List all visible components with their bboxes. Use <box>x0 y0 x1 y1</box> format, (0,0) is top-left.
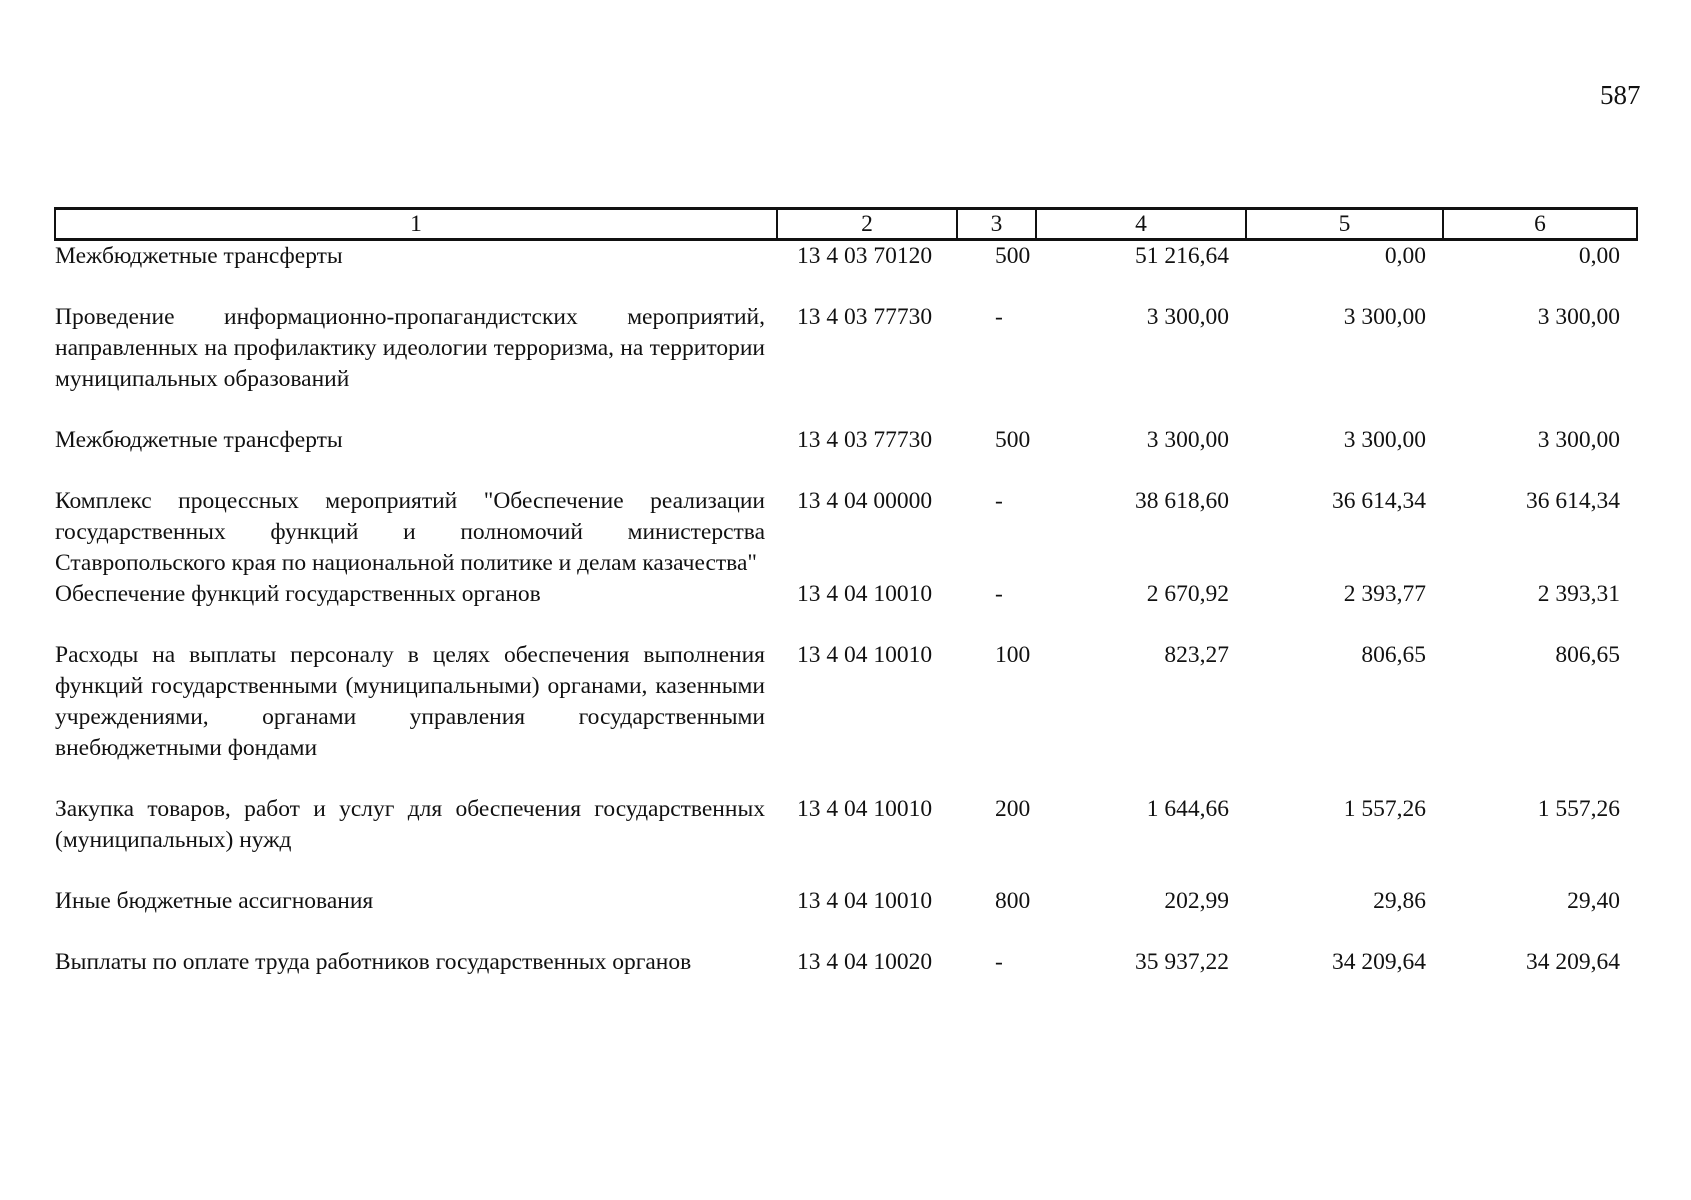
amount-col4: 202,99 <box>1164 888 1229 914</box>
program-code: 13 4 04 10010 <box>797 796 933 822</box>
amount-col4: 3 300,00 <box>1146 304 1229 330</box>
column-header: 6 <box>1443 209 1637 240</box>
amount-col4: 2 670,92 <box>1146 581 1229 607</box>
amount-col6: 0,00 <box>1578 243 1620 269</box>
program-code: 13 4 04 10010 <box>797 642 933 668</box>
column-header: 3 <box>957 209 1036 240</box>
amount-col6: 29,40 <box>1567 888 1620 914</box>
amount-col6: 34 209,64 <box>1526 949 1620 975</box>
expense-type: 500 <box>995 427 1031 453</box>
expense-type: 100 <box>995 642 1031 668</box>
expense-name: Межбюджетные трансферты <box>55 427 343 453</box>
amount-col5: 34 209,64 <box>1332 949 1426 975</box>
budget-table <box>54 207 1638 1008</box>
page-number: 587 <box>1600 80 1641 110</box>
expense-type: 200 <box>995 796 1031 822</box>
table-row <box>55 486 1637 579</box>
amount-col5: 36 614,34 <box>1332 488 1426 514</box>
program-code: 13 4 03 77730 <box>797 427 933 453</box>
amount-col5: 3 300,00 <box>1343 427 1426 453</box>
program-code: 13 4 04 00000 <box>797 488 933 514</box>
program-code: 13 4 04 10010 <box>797 888 933 914</box>
expense-type: - <box>995 949 1003 975</box>
expense-type: - <box>995 304 1003 330</box>
program-code: 13 4 03 77730 <box>797 304 933 330</box>
amount-col4: 35 937,22 <box>1135 949 1229 975</box>
expense-name: Проведение информационно-пропагандистских мероприятий, направленных на профилактику идеологии терроризма, на территории муниципальных образований <box>55 304 765 392</box>
expense-name: Обеспечение функций государственных органов <box>55 581 541 607</box>
amount-col4: 1 644,66 <box>1146 796 1229 822</box>
expense-name: Закупка товаров, работ и услуг для обеспечения государственных (муниципальных) нужд <box>55 796 765 853</box>
expense-name: Иные бюджетные ассигнования <box>55 888 374 914</box>
expense-name: Комплекс процессных мероприятий "Обеспечение реализации государственных функций и полномочий министерства Ставропольского края по национальной политике и делам казачества" <box>55 488 765 576</box>
amount-col5: 1 557,26 <box>1343 796 1426 822</box>
amount-col5: 806,65 <box>1361 642 1426 668</box>
amount-col5: 3 300,00 <box>1343 304 1426 330</box>
program-code: 13 4 03 70120 <box>797 243 933 269</box>
expense-type: 500 <box>995 243 1031 269</box>
amount-col6: 806,65 <box>1555 642 1620 668</box>
amount-col6: 1 557,26 <box>1537 796 1620 822</box>
header-row <box>55 209 1637 240</box>
expense-type: - <box>995 581 1003 607</box>
column-header: 4 <box>1036 209 1246 240</box>
amount-col4: 823,27 <box>1164 642 1229 668</box>
table-row <box>55 640 1637 794</box>
amount-col6: 3 300,00 <box>1537 304 1620 330</box>
column-header: 2 <box>777 209 957 240</box>
expense-name: Расходы на выплаты персоналу в целях обеспечения выполнения функций государственными (муниципальными) органами, казенными учреждениями, органами управления государственными внебюджетными фондами <box>55 642 765 761</box>
amount-col4: 3 300,00 <box>1146 427 1229 453</box>
amount-col4: 38 618,60 <box>1135 488 1229 514</box>
amount-col5: 29,86 <box>1373 888 1426 914</box>
amount-col5: 2 393,77 <box>1343 581 1426 607</box>
program-code: 13 4 04 10020 <box>797 949 933 975</box>
expense-type: - <box>995 488 1003 514</box>
amount-col6: 2 393,31 <box>1537 581 1620 607</box>
amount-col6: 36 614,34 <box>1526 488 1620 514</box>
column-header: 1 <box>55 209 777 240</box>
table-row <box>55 579 1637 640</box>
column-header: 5 <box>1246 209 1443 240</box>
amount-col4: 51 216,64 <box>1135 243 1229 269</box>
table-row <box>55 794 1637 886</box>
expense-name: Выплаты по оплате труда работников государственных органов <box>55 949 692 975</box>
program-code: 13 4 04 10010 <box>797 581 933 607</box>
table-row <box>55 947 1637 1008</box>
table-row <box>55 886 1637 947</box>
amount-col6: 3 300,00 <box>1537 427 1620 453</box>
table-row <box>55 425 1637 486</box>
table-row <box>55 240 1637 303</box>
amount-col5: 0,00 <box>1384 243 1426 269</box>
table-row <box>55 302 1637 425</box>
expense-name: Межбюджетные трансферты <box>55 243 343 269</box>
expense-type: 800 <box>995 888 1031 914</box>
